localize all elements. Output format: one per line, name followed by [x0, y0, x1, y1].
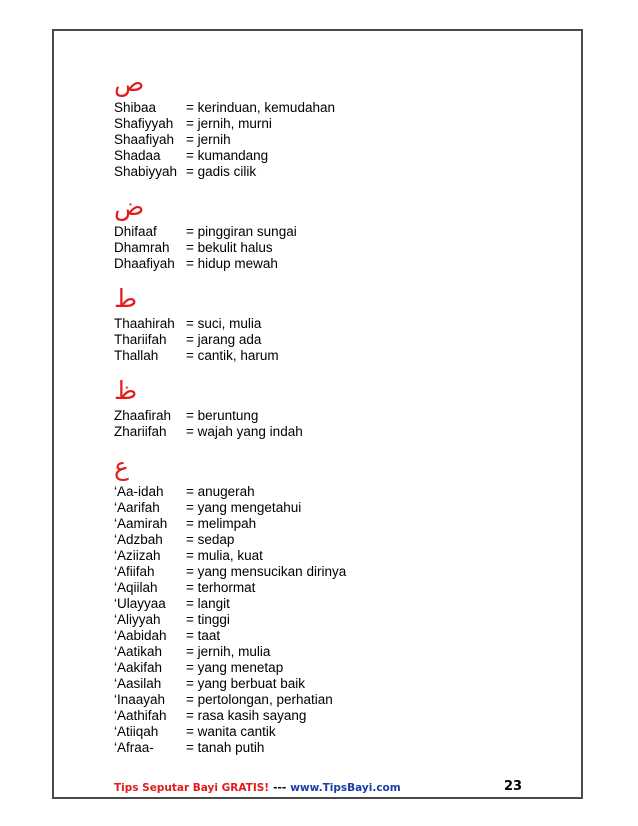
- arabic-letter-heading: ض: [114, 192, 145, 221]
- name-entry: [114, 660, 554, 676]
- meaning-text: = sedap: [186, 532, 235, 547]
- meaning-text: = jernih, murni: [186, 116, 272, 131]
- meaning-text: = jernih, mulia: [186, 644, 271, 659]
- meaning-text: = jarang ada: [186, 332, 262, 347]
- name-text: Zhariifah: [114, 424, 167, 439]
- meaning-text: = jernih: [186, 132, 231, 147]
- name-text: ‘Adzbah: [114, 532, 163, 547]
- name-text: Thariifah: [114, 332, 167, 347]
- name-text: ‘Aamirah: [114, 516, 168, 531]
- name-text: ‘Aasilah: [114, 676, 162, 691]
- meaning-text: = pertolongan, perhatian: [186, 692, 333, 707]
- name-entry: [114, 132, 554, 148]
- meaning-text: = bekulit halus: [186, 240, 273, 255]
- name-entry: [114, 484, 554, 500]
- name-entry: [114, 596, 554, 612]
- name-entry: [114, 164, 554, 180]
- meaning-text: = suci, mulia: [186, 316, 262, 331]
- section-spacer: [114, 180, 554, 190]
- name-text: Shadaa: [114, 148, 161, 163]
- name-text: ‘Aakifah: [114, 660, 163, 675]
- meaning-text: = langit: [186, 596, 230, 611]
- name-text: Thaahirah: [114, 316, 175, 331]
- name-text: ‘Aliyyah: [114, 612, 161, 627]
- name-entry: [114, 708, 554, 724]
- name-text: Zhaafirah: [114, 408, 172, 423]
- section-ain: [114, 450, 554, 756]
- arabic-letter-heading: ع: [114, 452, 129, 481]
- name-text: Shafiyyah: [114, 116, 174, 131]
- name-entry: [114, 240, 554, 256]
- meaning-text: = wanita cantik: [186, 724, 276, 739]
- page-number: 23: [504, 779, 523, 794]
- meaning-text: = melimpah: [186, 516, 257, 531]
- arabic-letter-heading: ص: [114, 68, 145, 97]
- section-zha: [114, 374, 554, 440]
- name-text: ‘Ulayyaa: [114, 596, 166, 611]
- name-text: ‘Aa-idah: [114, 484, 164, 499]
- name-text: ‘Aatikah: [114, 644, 163, 659]
- meaning-text: = kerinduan, kemudahan: [186, 100, 335, 115]
- meaning-text: = tanah putih: [186, 740, 265, 755]
- name-text: ‘Afraa-: [114, 740, 154, 755]
- name-text: Dhaafiyah: [114, 256, 175, 271]
- name-text: ‘Aarifah: [114, 500, 160, 515]
- name-text: ‘Aabidah: [114, 628, 167, 643]
- section-dhad: [114, 190, 554, 272]
- name-text: ‘Atiiqah: [114, 724, 159, 739]
- meaning-text: = yang berbuat baik: [186, 676, 305, 691]
- name-text: Shabiyyah: [114, 164, 178, 179]
- name-entry: [114, 548, 554, 564]
- name-entry: [114, 256, 554, 272]
- meaning-text: = rasa kasih sayang: [186, 708, 307, 723]
- name-entry: [114, 116, 554, 132]
- meaning-text: = gadis cilik: [186, 164, 257, 179]
- meaning-text: = yang mensucikan dirinya: [186, 564, 347, 579]
- name-entry: [114, 500, 554, 516]
- section-spacer: [114, 440, 554, 450]
- name-entry: [114, 676, 554, 692]
- page-footer: [114, 781, 528, 795]
- name-entry: [114, 100, 554, 116]
- meaning-text: = wajah yang indah: [186, 424, 303, 439]
- name-list: [114, 66, 554, 756]
- meaning-text: = tinggi: [186, 612, 230, 627]
- name-entry: [114, 628, 554, 644]
- name-entry: [114, 644, 554, 660]
- meaning-text: = pinggiran sungai: [186, 224, 297, 239]
- section-shad: [114, 66, 554, 180]
- meaning-text: = hidup mewah: [186, 256, 278, 271]
- meaning-text: = kumandang: [186, 148, 269, 163]
- name-entry: [114, 724, 554, 740]
- name-entry: [114, 516, 554, 532]
- name-entry: [114, 332, 554, 348]
- name-entry: [114, 148, 554, 164]
- name-entry: [114, 408, 554, 424]
- name-entry: [114, 612, 554, 628]
- meaning-text: = beruntung: [186, 408, 259, 423]
- name-entry: [114, 348, 554, 364]
- section-spacer: [114, 364, 554, 374]
- name-text: Dhamrah: [114, 240, 170, 255]
- name-text: Shaafiyah: [114, 132, 175, 147]
- meaning-text: = taat: [186, 628, 221, 643]
- name-text: ‘Aqiilah: [114, 580, 158, 595]
- footer-url-link[interactable]: www.TipsBayi.com: [290, 782, 401, 794]
- section-tha: [114, 282, 554, 364]
- footer-separator: ---: [273, 782, 287, 794]
- name-text: Thallah: [114, 348, 159, 363]
- name-entry: [114, 740, 554, 756]
- name-text: ‘Inaayah: [114, 692, 166, 707]
- meaning-text: = mulia, kuat: [186, 548, 263, 563]
- meaning-text: = yang mengetahui: [186, 500, 302, 515]
- name-entry: [114, 532, 554, 548]
- name-text: ‘Afiifah: [114, 564, 155, 579]
- name-text: ‘Aathifah: [114, 708, 167, 723]
- arabic-letter-heading: ط: [114, 284, 138, 313]
- name-text: Dhifaaf: [114, 224, 157, 239]
- name-text: Shibaa: [114, 100, 157, 115]
- name-entry: [114, 424, 554, 440]
- footer-brand: Tips Seputar Bayi GRATIS!: [114, 782, 270, 794]
- name-entry: [114, 564, 554, 580]
- arabic-letter-heading: ظ: [114, 376, 138, 405]
- meaning-text: = cantik, harum: [186, 348, 279, 363]
- name-entry: [114, 692, 554, 708]
- meaning-text: = anugerah: [186, 484, 255, 499]
- name-text: ‘Aziizah: [114, 548, 161, 563]
- name-entry: [114, 316, 554, 332]
- section-spacer: [114, 272, 554, 282]
- name-entry: [114, 580, 554, 596]
- meaning-text: = yang menetap: [186, 660, 284, 675]
- name-entry: [114, 224, 554, 240]
- meaning-text: = terhormat: [186, 580, 256, 595]
